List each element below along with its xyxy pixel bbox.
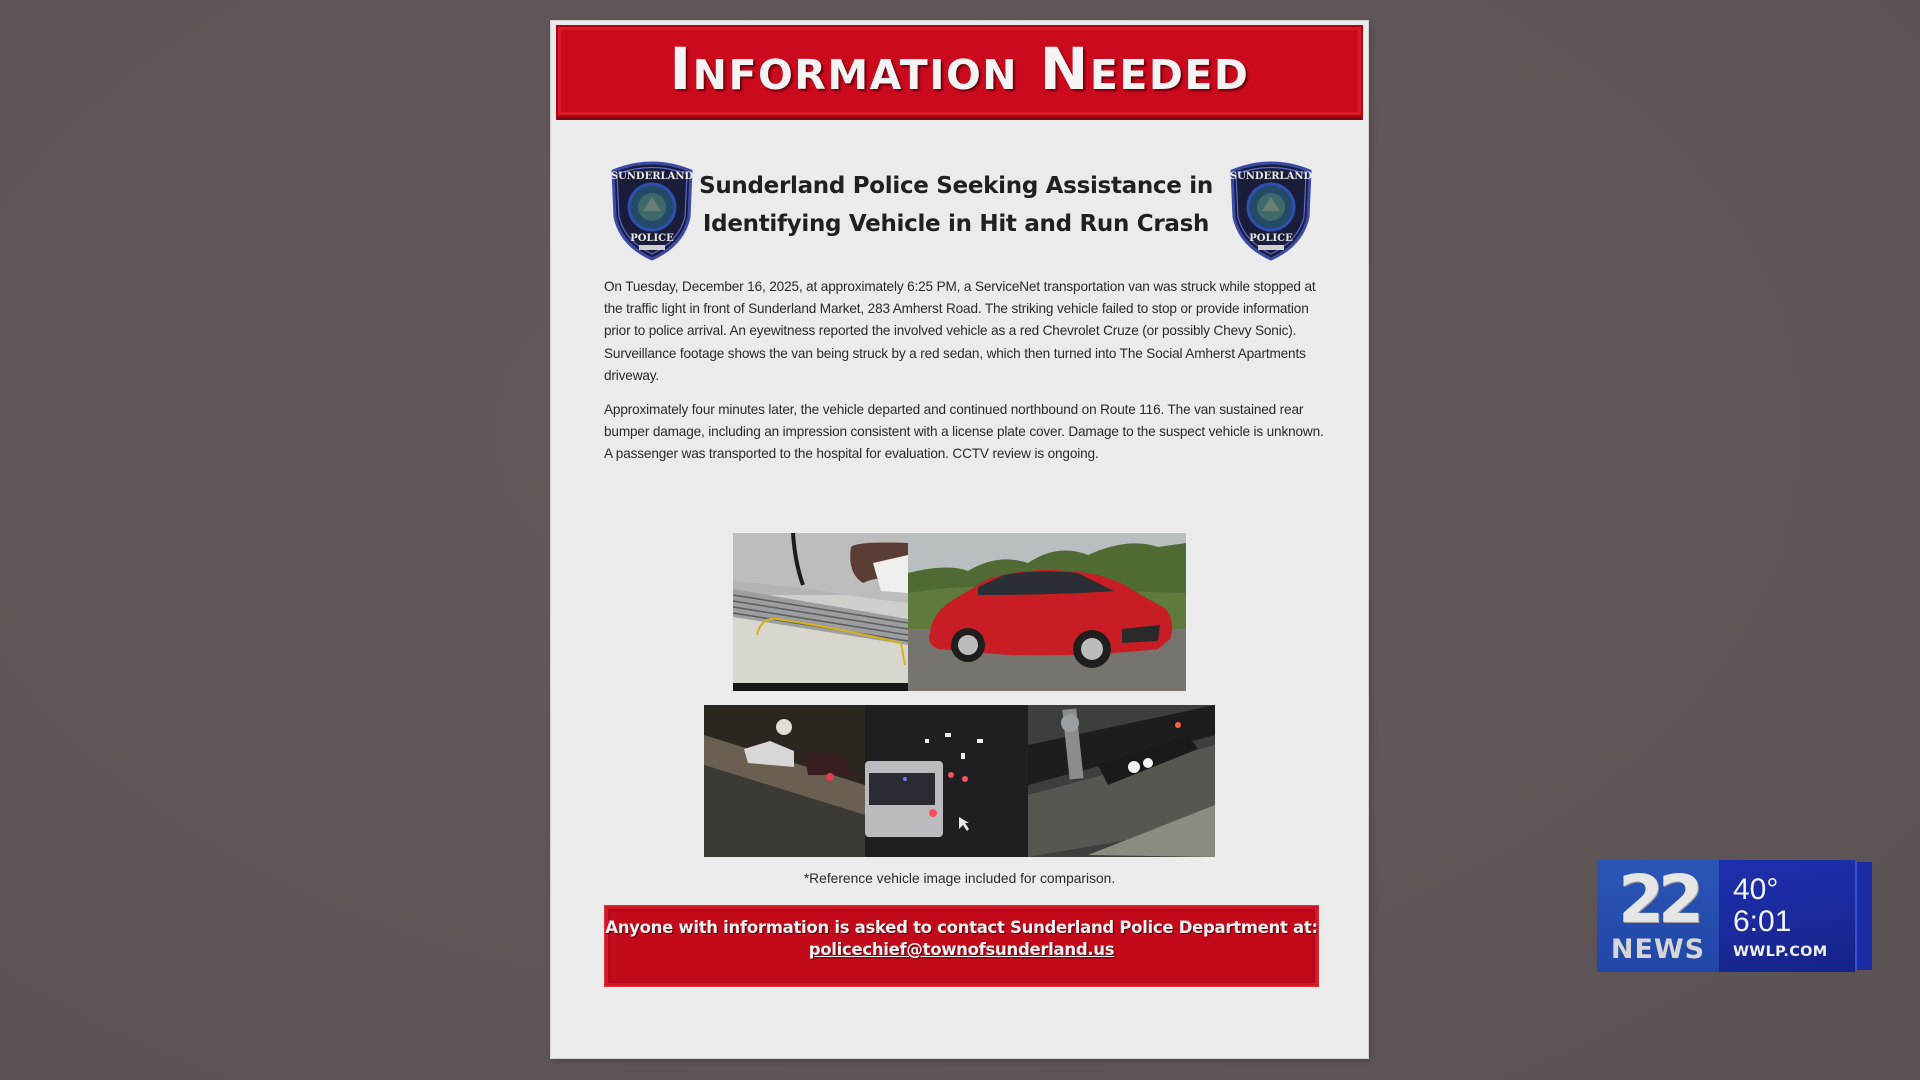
station-website: WWLP.COM — [1733, 944, 1828, 960]
police-badge-icon — [1226, 157, 1316, 261]
svg-text:POLICE: POLICE — [1249, 233, 1293, 244]
flyer-headline — [691, 167, 1221, 243]
incident-paragraph-2: Approximately four minutes later, the vehicle departed and continued northbound on Route 116. The van sustained rear bumper damage, including an impression consistent with a license plate cover. Damage to the suspect vehicle is unknown. A passenger was transported to the hospital for evaluation. CCTV review is ongoing. — [604, 402, 1324, 462]
svg-text:SUNDERLAND: SUNDERLAND — [610, 171, 694, 182]
clock-time: 6:01 — [1733, 905, 1792, 938]
bug-edge-strip — [1855, 862, 1872, 970]
channel-word: NEWS — [1610, 934, 1706, 965]
station-logo — [1597, 860, 1719, 972]
van-bumper-damage-photo — [733, 533, 908, 691]
reference-vehicle-photo — [908, 533, 1186, 691]
weather-time-panel — [1719, 860, 1855, 972]
svg-text:SUNDERLAND: SUNDERLAND — [1229, 171, 1313, 182]
banner-title: Information Needed — [669, 35, 1250, 103]
surveillance-still-2 — [865, 705, 1028, 857]
svg-text:POLICE: POLICE — [630, 233, 674, 244]
surveillance-still-1 — [704, 705, 865, 857]
temperature: 40° — [1733, 873, 1779, 906]
flyer-page — [551, 21, 1368, 1058]
police-badge-icon — [607, 157, 697, 261]
channel-number: 22 — [1618, 861, 1698, 938]
reference-caption: *Reference vehicle image included for comparison. — [803, 871, 1116, 886]
contact-box — [604, 905, 1319, 987]
contact-instructions: Anyone with information is asked to contact Sunderland Police Department at: — [605, 918, 1318, 937]
surveillance-still-3 — [1028, 705, 1215, 857]
news-station-bug — [1597, 860, 1873, 972]
information-needed-banner — [556, 25, 1363, 120]
headline-line-2: Identifying Vehicle in Hit and Run Crash — [702, 211, 1210, 237]
contact-email-link[interactable]: policechief@townofsunderland.us — [808, 940, 1115, 959]
headline-line-1: Sunderland Police Seeking Assistance in — [699, 173, 1213, 199]
incident-paragraph-1: On Tuesday, December 16, 2025, at approximately 6:25 PM, a ServiceNet transportation van was struck while stopped at the traffic light in front of Sunderland Market, 283 Amherst Road. The striking vehicle failed to stop or provide information prior to police arrival. An eyewitness reported the involved vehicle as a red Chevrolet Cruze (or possibly Chevy Sonic). Surveillance footage shows the van being struck by a red sedan, which then turned into The Social Amherst Apartments driveway. — [604, 279, 1316, 383]
